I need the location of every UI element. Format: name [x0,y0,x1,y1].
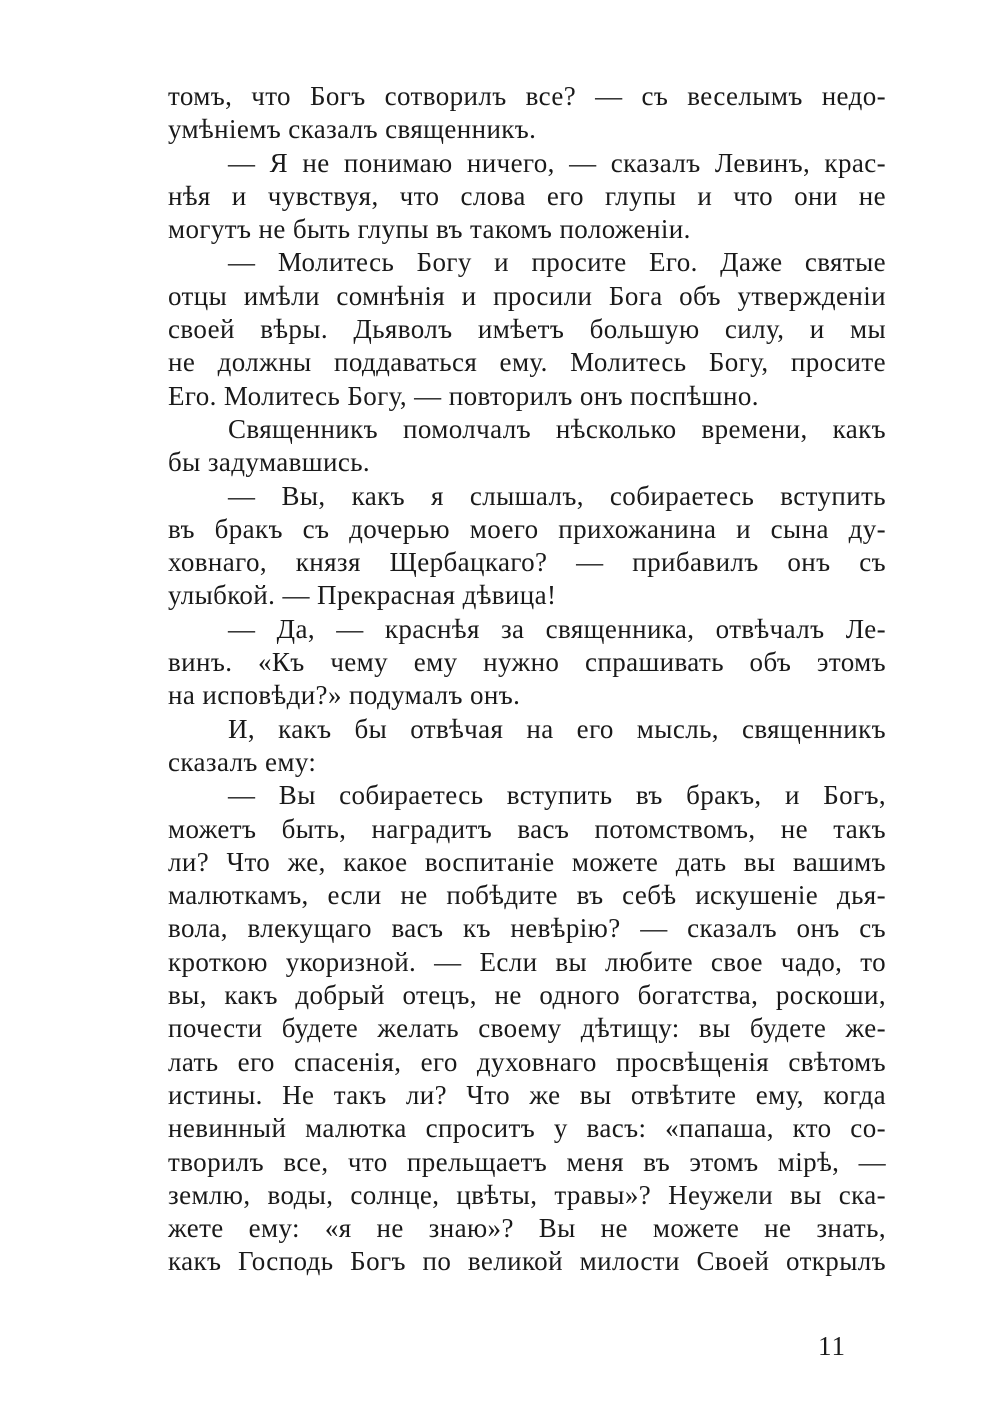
text-line: ли? Что же, какое воспитаніе можете дать вы вашимъ [168,846,886,877]
body-text [168,80,886,1279]
text-line: на исповѣди?» подумалъ онъ. [168,680,521,711]
text-line: бы задумавшись. [168,447,371,478]
text-line: — Да, — краснѣя за священника, отвѣчалъ Ле- [228,613,886,644]
text-line: сказалъ ему: [168,746,317,777]
text-line: винъ. «Къ чему ему нужно спрашивать объ этомъ [168,647,886,678]
text-line: — Вы, какъ я слышалъ, собираетесь вступить [228,480,886,511]
text-line: невинный малютка спроситъ у васъ: «папаша, кто со- [168,1113,886,1144]
text-line: землю, воды, солнце, цвѣты, травы»? Неужели вы ска- [168,1179,886,1210]
text-line: И, какъ бы отвѣчая на его мысль, священникъ [228,713,886,744]
text-line: истины. Не такъ ли? Что же вы отвѣтите ему, когда [168,1079,886,1110]
text-line: Священникъ помолчалъ нѣсколько времени, какъ [228,413,886,444]
text-line: можетъ быть, наградитъ васъ потомствомъ, не такъ [168,813,886,844]
text-line: Его. Молитесь Богу, — повторилъ онъ поспѣшно. [168,380,759,411]
text-line: въ бракъ съ дочерью моего прихожанина и сына ду- [168,513,886,544]
text-line: — Молитесь Богу и просите Его. Даже святые [228,247,886,278]
text-line: отцы имѣли сомнѣнія и просили Бога объ утвержденіи [168,280,886,311]
text-line: малюткамъ, если не побѣдите въ себѣ искушеніе дья- [168,880,886,911]
text-line: почести будете желать своему дѣтищу: вы будете же- [168,1013,886,1044]
text-line: — Я не понимаю ничего, — сказалъ Левинъ, крас- [228,147,886,178]
text-line: — Вы собираетесь вступить въ бракъ, и Богъ, [228,780,886,811]
text-line: своей вѣры. Дьяволъ имѣетъ большую силу, и мы [168,314,886,345]
text-line: умѣніемъ сказалъ священникъ. [168,114,537,145]
text-line: какъ Господь Богъ по великой милости Своей открылъ [168,1246,886,1277]
text-line: лать его спасенія, его духовнаго просвѣщенія свѣтомъ [168,1046,886,1077]
text-line: кроткою укоризной. — Если вы любите свое чадо, то [168,946,886,977]
text-line: могутъ не быть глупы въ такомъ положеніи. [168,214,691,245]
text-line: жете ему: «я не знаю»? Вы не можете не знать, [168,1213,886,1244]
text-line: творилъ все, что прельщаетъ меня въ этомъ мірѣ, — [168,1146,886,1177]
text-line: ховнаго, князя Щербацкаго? — прибавилъ онъ съ [168,547,886,578]
page-number: 11 [818,1331,846,1361]
text-line: нѣя и чувствуя, что слова его глупы и что они не [168,180,886,211]
text-line: вола, влекущаго васъ къ невѣрію? — сказалъ онъ съ [168,913,886,944]
text-line: вы, какъ добрый отецъ, не одного богатства, роскоши, [168,980,886,1011]
text-line: томъ, что Богъ сотворилъ все? — съ веселымъ недо- [168,81,886,111]
text-line: улыбкой. — Прекрасная дѣвица! [168,580,557,611]
text-line: не должны поддаваться ему. Молитесь Богу, просите [168,347,886,378]
